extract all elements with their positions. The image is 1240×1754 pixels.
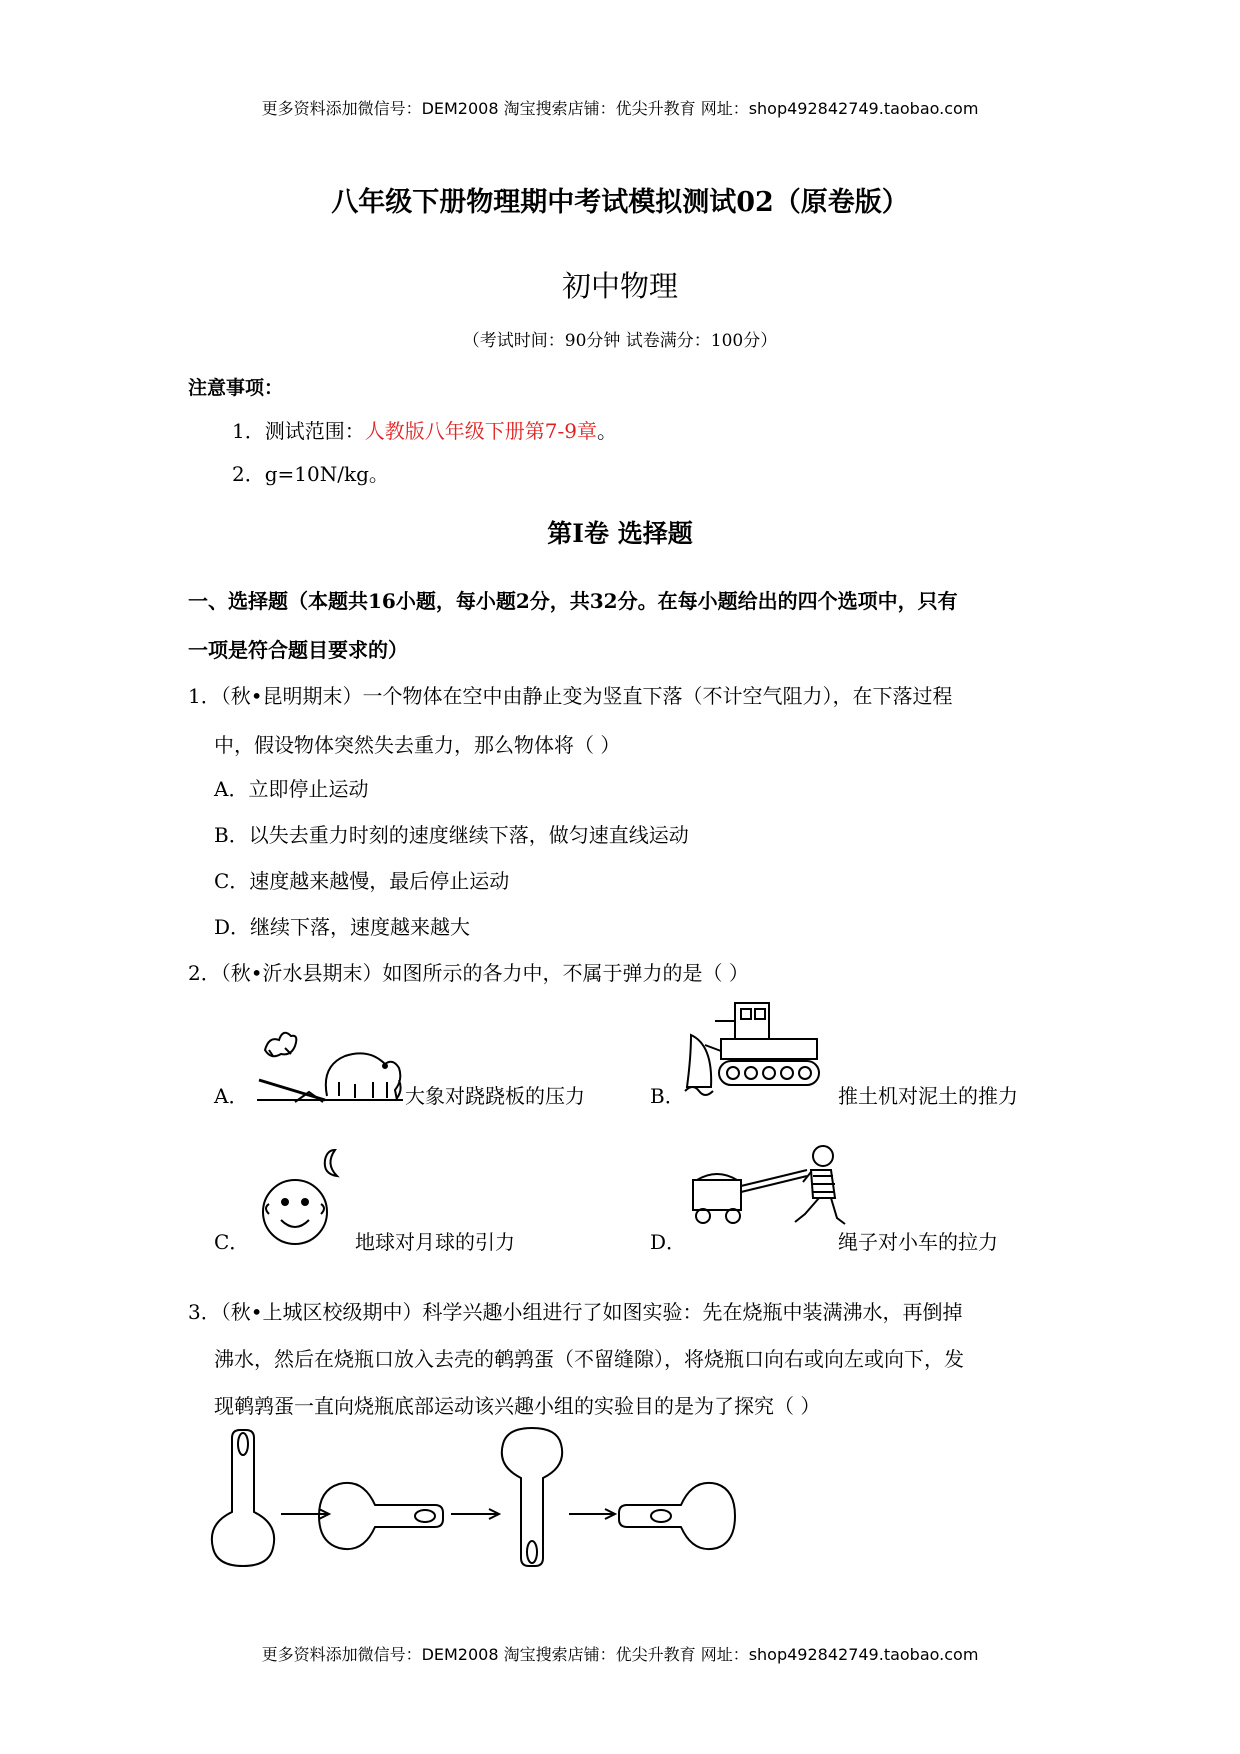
q3-stem-line-3: 现鹌鹑蛋一直向烧瓶底部运动该兴趣小组的实验目的是为了探究（ ）: [214, 1394, 821, 1418]
q1-stem-line-2: 中，假设物体突然失去重力，那么物体将（ ）: [214, 733, 621, 757]
flask-experiment-illustration: [215, 1430, 715, 1570]
q2-option-c-text: 地球对月球的引力: [355, 1230, 515, 1254]
page-header: 更多资料添加微信号：DEM2008 淘宝搜索店铺：优尖升教育 网址：shop492842749.taobao.com: [261, 99, 979, 118]
q2-option-c-letter: C．: [214, 1230, 250, 1254]
q3-stem-line-2: 沸水，然后在烧瓶口放入去壳的鹌鹑蛋（不留缝隙），将烧瓶口向右或向左或向下，发: [214, 1347, 964, 1371]
q2-option-b-letter: B．: [650, 1084, 685, 1108]
earth-moon-illustration: [255, 1140, 365, 1250]
q1-option-b: B．以失去重力时刻的速度继续下落，做匀速直线运动: [214, 823, 689, 847]
q1-stem-line-1: 1．（秋•昆明期末）一个物体在空中由静止变为竖直下落（不计空气阻力），在下落过程: [188, 684, 953, 708]
q2-option-d-text: 绳子对小车的拉力: [838, 1230, 998, 1254]
q1-option-c: C．速度越来越慢，最后停止运动: [214, 869, 510, 893]
elephant-seesaw-illustration: [255, 1010, 405, 1110]
q2-option-a-letter: A．: [214, 1084, 249, 1108]
section-instruction-line-1: 一、选择题（本题共16小题，每小题2分，共32分。在每小题给出的四个选项中，只有: [188, 589, 958, 613]
rope-cart-illustration: [685, 1140, 855, 1250]
q1-option-d: D．继续下落，速度越来越大: [214, 915, 471, 939]
notes-item-1-highlight: 人教版八年级下册第7-9章: [364, 419, 597, 443]
q3-stem-line-1: 3．（秋•上城区校级期中）科学兴趣小组进行了如图实验：先在烧瓶中装满沸水，再倒掉: [188, 1300, 963, 1324]
page-subtitle: 初中物理: [561, 269, 678, 303]
section-instruction-line-2: 一项是符合题目要求的）: [188, 638, 408, 662]
page-footer: 更多资料添加微信号：DEM2008 淘宝搜索店铺：优尖升教育 网址：shop492842749.taobao.com: [261, 1645, 979, 1664]
bulldozer-illustration: [685, 995, 825, 1105]
q2-stem: 2．（秋•沂水县期末）如图所示的各力中，不属于弹力的是（ ）: [188, 961, 749, 985]
notes-heading: 注意事项：: [188, 377, 284, 399]
q1-option-a: A．立即停止运动: [214, 777, 369, 801]
notes-item-2: 2．g=10N/kg。: [232, 462, 389, 486]
q2-option-a-text: 大象对跷跷板的压力: [405, 1084, 585, 1108]
q2-option-d-letter: D．: [650, 1230, 687, 1254]
section-title: 第Ⅰ卷 选择题: [547, 519, 693, 548]
q2-option-b-text: 推土机对泥土的推力: [838, 1084, 1018, 1108]
notes-item-1-suffix: 。: [596, 419, 617, 443]
notes-item-1: [232, 415, 617, 444]
notes-item-1-prefix: 1．测试范围：: [232, 419, 365, 443]
exam-info: （考试时间：90分钟 试卷满分：100分）: [462, 331, 778, 351]
page-title: 八年级下册物理期中考试模拟测试02（原卷版）: [331, 187, 909, 218]
